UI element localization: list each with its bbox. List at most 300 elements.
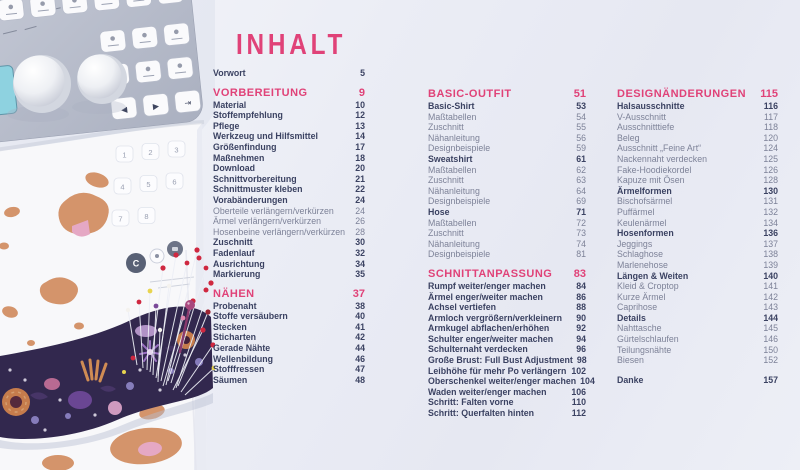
entry-page: 132: [763, 206, 778, 217]
entry-label: Fadenlauf: [213, 247, 255, 258]
entry-label: Bischofsärmel: [617, 196, 673, 207]
entry-page: 81: [576, 249, 586, 260]
entry-label: Schlaghose: [617, 249, 663, 260]
entry-label: Große Brust: Full Bust Adjustment: [428, 355, 573, 366]
entry-label: Sweatshirt: [428, 153, 473, 164]
entry-label: Oberschenkel weiter/enger machen: [428, 376, 577, 387]
panel-key: [167, 56, 194, 79]
section-heading: [213, 288, 365, 301]
entry-page: 152: [763, 355, 778, 366]
pin-head: [131, 356, 136, 361]
toc-entry: [617, 375, 778, 386]
toc-entry: [213, 343, 365, 354]
toc-entry: [213, 131, 365, 142]
toc-entry: [617, 175, 778, 186]
entry-page: 47: [355, 364, 365, 375]
toc-entry: [428, 355, 586, 366]
section-heading: [428, 268, 586, 281]
entry-label: Stoffempfehlung: [213, 110, 283, 121]
toc-entry: [617, 207, 778, 218]
entry-page: 136: [763, 228, 778, 239]
panel-key: [131, 26, 158, 49]
toc-entry: [617, 302, 778, 313]
entry-page: 84: [576, 280, 586, 291]
entry-page: 98: [576, 355, 587, 366]
section-heading: [213, 87, 365, 100]
entry-page: 141: [763, 281, 778, 292]
panel-key: [135, 60, 162, 83]
panel-key: [99, 29, 126, 52]
entry-page: 54: [576, 111, 586, 122]
keypad-digit: 1: [122, 150, 127, 160]
entry-page: 42: [355, 332, 365, 343]
entry-page: 146: [763, 334, 778, 345]
toc-entry: [617, 196, 778, 207]
section-title: DESIGNÄNDERUNGEN: [617, 88, 747, 100]
entry-label: Basic-Shirt: [428, 101, 475, 111]
entry-page: 104: [580, 376, 595, 387]
entry-page: 86: [576, 291, 586, 302]
section-page: 37: [352, 287, 365, 300]
entry-label: Probenaht: [213, 300, 257, 311]
entry-label: Sticharten: [213, 332, 257, 343]
toc-entry: [428, 133, 586, 144]
entry-page: 120: [763, 132, 778, 143]
entry-page: 116: [763, 101, 778, 111]
pin-head: [173, 252, 178, 257]
toc-column-1: [213, 68, 365, 385]
toc-entry: [213, 153, 365, 164]
entry-page: 102: [571, 365, 586, 376]
toc-entry: [428, 387, 586, 398]
entry-page: 112: [571, 408, 586, 419]
entry-label: Pflege: [213, 120, 240, 131]
entry-page: 21: [355, 173, 365, 184]
entry-page: 71: [576, 206, 586, 217]
entry-label: Keulenärmel: [617, 217, 667, 228]
entry-label: Kurze Ärmel: [617, 291, 666, 302]
entry-label: Maßtabellen: [428, 164, 477, 175]
entry-label: Details: [617, 312, 646, 323]
pin-head: [167, 284, 171, 288]
entry-page: 142: [763, 291, 778, 302]
entry-page: 55: [576, 122, 586, 133]
toc-entry: [428, 292, 586, 303]
toc-entry: [213, 332, 365, 343]
pin-head: [197, 256, 202, 261]
toc-entry: [428, 175, 586, 186]
entry-page: 13: [355, 120, 365, 131]
entry-page: 46: [355, 353, 365, 364]
entry-page: 26: [355, 216, 365, 227]
entry-label: Nackennaht verdecken: [617, 153, 707, 164]
entry-label: Wellenbildung: [213, 353, 273, 364]
entry-page: 139: [763, 259, 778, 270]
entry-label: Schnittmuster kleben: [213, 184, 303, 195]
entry-page: 24: [355, 205, 365, 216]
toc-entry: [213, 110, 365, 121]
entry-page: 61: [576, 153, 586, 164]
toc-entry: [617, 345, 778, 356]
toc-entry: [617, 218, 778, 229]
toc-entry: [617, 186, 778, 197]
toc-entry: [617, 260, 778, 271]
entry-label: V-Ausschnitt: [617, 111, 666, 122]
toc-entry: [617, 133, 778, 144]
entry-label: Achsel vertiefen: [428, 302, 496, 313]
entry-label: Stecken: [213, 321, 247, 332]
toc-entry: [617, 122, 778, 133]
toc-entry: [617, 292, 778, 303]
toc-entry: [213, 259, 365, 270]
toc-entry: [428, 376, 595, 387]
entry-label: Zuschnitt: [428, 122, 464, 133]
entry-label: Biesen: [617, 355, 644, 366]
entry-page: 106: [571, 386, 586, 397]
entry-page: 72: [576, 217, 586, 228]
entry-label: Download: [213, 163, 256, 174]
panel-key: [0, 0, 25, 21]
toc-entry: [428, 218, 586, 229]
pin-head: [154, 304, 159, 309]
toc-entry: [213, 322, 365, 333]
pin-head: [200, 327, 205, 332]
section-page: 9: [358, 86, 365, 99]
toc-entry: [213, 364, 365, 375]
entry-page: 94: [576, 333, 586, 344]
entry-page: 48: [355, 374, 365, 385]
entry-label: Längen & Weiten: [617, 270, 689, 281]
key-arrow-icon: ⇥: [183, 98, 192, 108]
entry-label: Puffärmel: [617, 206, 655, 217]
toc-entry: [428, 186, 586, 197]
toc-entry: [617, 112, 778, 123]
section-page: 83: [573, 267, 586, 280]
toc-entry: [617, 355, 778, 366]
toc-entry: [428, 207, 586, 218]
sewing-machine-photo: [0, 0, 215, 470]
section-heading: [617, 88, 778, 101]
entry-label: Hose: [428, 206, 450, 217]
toc-section: [213, 288, 365, 386]
entry-label: Zuschnitt: [213, 237, 253, 248]
entry-label: Designbeispiele: [428, 249, 491, 260]
toc-entry: [213, 68, 365, 79]
toc-entry: [213, 216, 365, 227]
entry-label: Material: [213, 99, 247, 110]
keypad-digit: 4: [120, 182, 125, 192]
entry-label: Ärmel enger/weiter machen: [428, 291, 543, 302]
page-title: INHALT: [236, 29, 347, 61]
entry-label: Werkzeug und Hilfsmittel: [213, 131, 318, 142]
entry-label: Ausschnitttiefe: [617, 122, 675, 133]
entry-label: Zuschnitt: [428, 228, 464, 239]
entry-page: 73: [576, 228, 586, 239]
entry-page: 143: [763, 302, 778, 313]
toc-column-3: [617, 68, 778, 385]
entry-label: Leibhöhe für mehr Po verlängern: [428, 365, 567, 376]
entry-label: Halsausschnitte: [617, 101, 685, 111]
toc-entry: [428, 334, 586, 345]
pin-head: [148, 289, 153, 294]
entry-label: Designbeispiele: [428, 196, 491, 207]
entry-label: Designbeispiele: [428, 143, 491, 154]
entry-label: Waden weiter/enger machen: [428, 386, 547, 397]
toc-entry: [213, 269, 365, 280]
entry-label: Hosenformen: [617, 228, 674, 239]
toc-entry: [428, 281, 586, 292]
entry-page: 137: [763, 238, 778, 249]
section-title: NÄHEN: [213, 287, 255, 300]
toc-entry: [213, 163, 365, 174]
entry-page: 110: [571, 397, 586, 408]
toc-entry: [213, 311, 365, 322]
entry-page: 92: [576, 323, 586, 334]
pin-head: [160, 265, 165, 270]
entry-page: 28: [355, 226, 365, 237]
toc-entry: [428, 154, 586, 165]
toc-section: [428, 267, 595, 419]
pin-head: [204, 288, 209, 293]
toc-entry: [428, 143, 586, 154]
entry-page: 118: [763, 122, 778, 133]
toc-entry: [617, 281, 778, 292]
entry-label: Jeggings: [617, 238, 653, 249]
entry-label: Markierung: [213, 269, 261, 280]
toc-entry: [213, 195, 365, 206]
pin-head: [126, 308, 130, 312]
pin-head: [205, 309, 210, 314]
toc-entry: [617, 271, 778, 282]
entry-page: 22: [355, 184, 365, 195]
entry-label: Marlenehose: [617, 259, 668, 270]
entry-label: Säumen: [213, 374, 248, 385]
toc-entry: [428, 344, 586, 355]
toc-entry: [617, 249, 778, 260]
entry-page: 24: [355, 194, 365, 205]
toc-entry: [213, 248, 365, 259]
entry-page: 134: [763, 217, 778, 228]
entry-label: Oberteile verlängern/verkürzen: [213, 205, 334, 216]
toc-entry: [213, 184, 365, 195]
entry-page: 56: [576, 132, 586, 143]
entry-label: Vorabänderungen: [213, 194, 288, 205]
entry-label: Caprihose: [617, 302, 658, 313]
entry-label: Nähanleitung: [428, 185, 480, 196]
entry-label: Hosenbeine verlängern/verkürzen: [213, 226, 346, 237]
entry-page: 138: [763, 249, 778, 260]
pin-head: [185, 261, 190, 266]
entry-label: Kapuze mit Ösen: [617, 175, 685, 186]
entry-page: 126: [763, 164, 778, 175]
toc-group: [617, 375, 778, 386]
keypad-digit: 8: [144, 212, 149, 221]
entry-label: Schnittvorbereitung: [213, 173, 297, 184]
entry-label: Ausrichtung: [213, 258, 265, 269]
entry-label: Gerade Nähte: [213, 343, 271, 354]
c-button-label: C: [132, 258, 140, 269]
toc-entry: [428, 323, 586, 334]
key-arrow-icon: ▶: [152, 101, 160, 112]
entry-page: 124: [763, 143, 778, 154]
entry-label: Gürtelschlaufen: [617, 334, 679, 345]
entry-label: Fake-Hoodiekordel: [617, 164, 692, 175]
section-title: SCHNITTANPASSUNG: [428, 267, 553, 280]
entry-label: Armloch vergrößern/verkleinern: [428, 312, 562, 323]
entry-page: 96: [576, 344, 586, 355]
toc-entry: [213, 206, 365, 217]
entry-page: 44: [355, 343, 365, 354]
entry-page: 18: [355, 152, 365, 163]
entry-page: 12: [355, 110, 365, 121]
entry-label: Nahttasche: [617, 323, 662, 334]
entry-label: Rumpf weiter/enger machen: [428, 280, 546, 291]
entry-page: 63: [576, 175, 586, 186]
entry-page: 90: [576, 312, 586, 323]
entry-page: 38: [355, 300, 365, 311]
toc-entry: [617, 228, 778, 239]
toc-entry: [428, 313, 586, 324]
entry-page: 20: [355, 163, 365, 174]
toc-entry: [428, 408, 586, 419]
keypad-digit: 2: [148, 148, 153, 157]
entry-page: 140: [763, 270, 778, 281]
entry-page: 125: [763, 153, 778, 164]
section-page: 115: [760, 88, 778, 100]
keypad-digit: 6: [172, 177, 177, 187]
entry-label: Beleg: [617, 132, 640, 143]
entry-label: Teilungsnähte: [617, 344, 672, 355]
toc-entry: [428, 366, 586, 377]
toc-entry: [213, 142, 365, 153]
entry-page: 41: [355, 321, 365, 332]
entry-page: 53: [576, 101, 586, 111]
toc-entry: [428, 228, 586, 239]
entry-page: 130: [763, 185, 778, 196]
entry-page: 14: [355, 131, 365, 142]
toc-entry: [428, 302, 586, 313]
pin-head: [137, 300, 142, 305]
entry-label: Stoffe versäubern: [213, 311, 288, 322]
section-page: 51: [573, 88, 586, 100]
keypad-digit: 5: [146, 180, 151, 189]
entry-label: Schulter enger/weiter machen: [428, 333, 554, 344]
toc-entry: [428, 122, 586, 133]
entry-page: 10: [355, 99, 365, 110]
toc-entry: [617, 143, 778, 154]
entry-page: 30: [355, 237, 365, 248]
entry-label: Nähanleitung: [428, 238, 480, 249]
toc-entry: [213, 227, 365, 238]
pin-head: [194, 247, 199, 252]
toc-entry: [213, 237, 365, 248]
keypad-digit: 3: [174, 145, 179, 155]
entry-page: 34: [355, 258, 365, 269]
entry-page: 157: [763, 374, 778, 385]
toc-section: [213, 87, 365, 280]
toc-entry: [428, 165, 586, 176]
entry-page: 35: [355, 269, 365, 280]
toc-section: [617, 88, 778, 366]
entry-page: 131: [763, 196, 778, 207]
keypad-digit: 7: [118, 214, 123, 224]
entry-label: Maßtabellen: [428, 217, 477, 228]
toc-group: [213, 68, 365, 79]
toc-entry: [617, 313, 778, 324]
pin-head: [158, 328, 162, 332]
entry-page: 59: [576, 143, 586, 154]
key-arrow-icon: ◀: [120, 104, 128, 115]
toc-entry: [428, 397, 586, 408]
entry-page: 69: [576, 196, 586, 207]
entry-label: Schritt: Querfalten hinten: [428, 408, 535, 419]
entry-label: Schritt: Falten vorne: [428, 397, 514, 408]
toc-section: [428, 88, 586, 260]
section-title: BASIC-OUTFIT: [428, 88, 512, 100]
toc-entry: [617, 334, 778, 345]
toc-entry: [213, 174, 365, 185]
entry-page: 5: [360, 68, 365, 78]
entry-label: Kleid & Croptop: [617, 281, 679, 292]
pin-head: [181, 316, 186, 321]
toc-entry: [617, 239, 778, 250]
toc-entry: [428, 249, 586, 260]
toc-entry: [213, 100, 365, 111]
entry-label: Danke: [617, 374, 644, 385]
entry-label: Nähanleitung: [428, 132, 480, 143]
entry-page: 74: [576, 238, 586, 249]
entry-page: 17: [355, 141, 365, 152]
entry-label: Maßtabellen: [428, 111, 477, 122]
entry-page: 145: [763, 323, 778, 334]
entry-page: 150: [763, 344, 778, 355]
entry-label: Maßnehmen: [213, 152, 265, 163]
toc-entry: [617, 154, 778, 165]
entry-page: 88: [576, 302, 586, 313]
toc-entry: [617, 101, 778, 112]
toc-entry: [428, 101, 586, 112]
entry-page: 128: [763, 175, 778, 186]
toc-entry: [213, 354, 365, 365]
section-title: VORBEREITUNG: [213, 86, 308, 99]
toc-entry: [617, 323, 778, 334]
toc-entry: [428, 112, 586, 123]
entry-label: Ärmel verlängern/verkürzen: [213, 216, 322, 227]
entry-page: 117: [763, 111, 778, 122]
entry-label: Ärmelformen: [617, 185, 672, 196]
entry-page: 40: [355, 311, 365, 322]
toc-entry: [617, 165, 778, 176]
entry-label: Stofffressen: [213, 364, 265, 375]
pin-head: [204, 266, 209, 271]
toc-entry: [213, 121, 365, 132]
section-heading: [428, 88, 586, 101]
entry-page: 64: [576, 185, 586, 196]
entry-label: Größenfindung: [213, 141, 277, 152]
entry-label: Ausschnitt „Feine Art“: [617, 143, 702, 154]
entry-label: Zuschnitt: [428, 175, 464, 186]
entry-page: 32: [355, 247, 365, 258]
toc-entry: [213, 301, 365, 312]
entry-label: Schulternaht verdecken: [428, 344, 528, 355]
entry-page: 144: [763, 312, 778, 323]
entry-label: Vorwort: [213, 68, 246, 78]
entry-page: 62: [576, 164, 586, 175]
pin-head: [122, 370, 126, 374]
entry-label: Armkugel abflachen/erhöhen: [428, 323, 550, 334]
toc-column-2: [428, 68, 595, 419]
toc-entry: [428, 196, 586, 207]
